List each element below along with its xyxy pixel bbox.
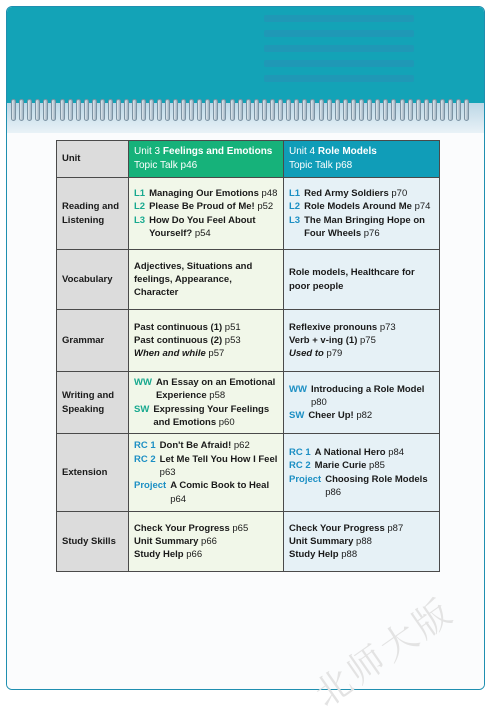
spiral-ring: [400, 99, 405, 121]
spiral-ring: [278, 99, 283, 121]
spiral-ring: [205, 99, 210, 121]
list-item: [134, 535, 278, 548]
row-label-extension: Extension: [57, 434, 129, 512]
section-tag: Project: [134, 480, 167, 492]
watermark: 北师大版: [307, 590, 463, 716]
spiral-ring: [19, 99, 24, 121]
spiral-ring: [432, 99, 437, 121]
cell-u4-vocabulary: Role models, Healthcare for poor people: [284, 250, 440, 310]
cell-u3-extension: [129, 434, 284, 512]
spiral-ring: [254, 99, 259, 121]
list-item: [134, 214, 278, 241]
item-title: When and while: [134, 348, 206, 360]
list-item: [289, 383, 434, 410]
list-item: [134, 548, 278, 561]
section-tag: RC 1: [289, 447, 311, 459]
cell-u3-reading: [129, 178, 284, 250]
list-item: [289, 214, 434, 241]
cell-u3-writing: [129, 372, 284, 434]
page-number: p76: [363, 227, 380, 239]
item-title: Check Your Progress: [134, 522, 230, 534]
row-label-reading: Reading and Listening: [57, 178, 129, 250]
table-row: [57, 310, 440, 372]
item-title: Red Army Soldiers: [304, 187, 389, 199]
section-tag: L2: [289, 201, 301, 213]
page-number: p85: [369, 460, 385, 472]
spiral-ring: [197, 99, 202, 121]
list-item: [134, 321, 278, 334]
contents-table: [56, 140, 440, 572]
item-title: Don't Be Afraid!: [159, 440, 232, 452]
list-item: [289, 334, 434, 347]
spiral-ring: [51, 99, 56, 121]
spiral-ring: [440, 99, 445, 121]
item-title: Verb + v-ing (1): [289, 334, 358, 346]
spiral-ring: [189, 99, 194, 121]
cell-u3-grammar: [129, 310, 284, 372]
spiral-ring: [108, 99, 113, 121]
section-tag: Project: [289, 473, 322, 485]
list-item: [134, 453, 278, 480]
item-title: A Comic Book to Heal: [170, 480, 270, 492]
spiral-ring: [11, 99, 16, 121]
table-row: [57, 372, 440, 434]
page-number: p57: [208, 348, 225, 360]
page-number: p53: [224, 334, 241, 346]
page-number: p87: [387, 522, 404, 534]
spiral-ring: [238, 99, 243, 121]
item-title: Unit Summary: [134, 536, 199, 548]
page-number: p54: [194, 227, 211, 239]
section-tag: L3: [289, 214, 301, 226]
row-label-writing: Writing and Speaking: [57, 372, 129, 434]
item-title: Role Models Around Me: [304, 201, 412, 213]
spiral-ring: [456, 99, 461, 121]
table-row: [57, 250, 440, 310]
item-title: Managing Our Emotions: [149, 187, 259, 199]
row-label-grammar: Grammar: [57, 310, 129, 372]
spiral-ring: [27, 99, 32, 121]
section-tag: SW: [289, 410, 305, 422]
list-item: [134, 403, 278, 430]
spiral-ring: [383, 99, 388, 121]
item-title: Study Help: [289, 549, 339, 561]
spiral-ring: [310, 99, 315, 121]
section-tag: L1: [289, 187, 301, 199]
item-title: Please Be Proud of Me!: [149, 201, 255, 213]
spiral-ring: [246, 99, 251, 121]
spiral-ring: [367, 99, 372, 121]
item-title: Marie Curie: [314, 460, 367, 472]
spiral-ring: [181, 99, 186, 121]
list-item: [134, 347, 278, 360]
spiral-ring: [165, 99, 170, 121]
spiral-ring: [92, 99, 97, 121]
spiral-ring: [35, 99, 40, 121]
list-item: [134, 479, 278, 506]
spiral-ring: [375, 99, 380, 121]
page-number: p51: [224, 321, 241, 333]
page-number: p52: [257, 201, 274, 213]
table-row: [57, 178, 440, 250]
spiral-ring: [157, 99, 162, 121]
spiral-ring: [149, 99, 154, 121]
list-item: [289, 321, 434, 334]
spiral-ring: [302, 99, 307, 121]
list-item: [134, 522, 278, 535]
spiral-ring: [230, 99, 235, 121]
list-item: [289, 200, 434, 213]
table-header-row: [57, 141, 440, 178]
spiral-ring: [132, 99, 137, 121]
spiral-ring: [448, 99, 453, 121]
unit4-header: Unit 4 Role Models Topic Talk p68: [284, 141, 440, 178]
spiral-ring: [76, 99, 81, 121]
spiral-ring: [68, 99, 73, 121]
list-item: [134, 187, 278, 200]
row-label-vocabulary: Vocabulary: [57, 250, 129, 310]
item-title: Expressing Your Feelings and Emotions: [153, 403, 270, 428]
item-title: The Man Bringing Hope on Four Wheels: [304, 214, 425, 239]
page-number: p82: [356, 410, 373, 422]
table-row: [57, 434, 440, 512]
cell-u4-study: [284, 512, 440, 572]
list-item: [289, 446, 434, 459]
page-number: p65: [232, 522, 249, 534]
page-number: p66: [201, 536, 217, 548]
spiral-ring: [262, 99, 267, 121]
spiral-ring: [464, 99, 469, 121]
banner-decoration: [264, 15, 414, 90]
list-item: [289, 522, 434, 535]
header-unit-label: Unit: [57, 141, 129, 178]
page-number: p66: [186, 549, 203, 561]
page-number: p86: [325, 486, 342, 498]
page-number: p60: [218, 416, 235, 428]
item-title: A National Hero: [314, 447, 386, 459]
page-number: p48: [261, 187, 278, 199]
spiral-ring: [343, 99, 348, 121]
item-title: Study Help: [134, 549, 184, 561]
item-title: Check Your Progress: [289, 522, 385, 534]
spiral-ring: [319, 99, 324, 121]
spiral-ring: [43, 99, 48, 121]
item-title: Used to: [289, 348, 324, 360]
page-number: p73: [379, 321, 396, 333]
list-item: [134, 376, 278, 403]
cell-u3-vocabulary: Adjectives, Situations and feelings, Appearance, Character: [129, 250, 284, 310]
list-item: [289, 548, 434, 561]
list-item: [289, 347, 434, 360]
spiral-ring: [221, 99, 226, 121]
spiral-ring: [416, 99, 421, 121]
spiral-ring: [116, 99, 121, 121]
page-number: p79: [326, 348, 343, 360]
spiral-ring: [424, 99, 429, 121]
page-number: p75: [360, 334, 376, 346]
page-number: p84: [388, 447, 405, 459]
page-number: p58: [209, 390, 226, 402]
page-number: p88: [341, 549, 358, 561]
spiral-ring: [213, 99, 218, 121]
list-item: [134, 334, 278, 347]
list-item: [289, 409, 434, 422]
section-tag: WW: [134, 377, 152, 388]
spiral-ring: [408, 99, 413, 121]
spiral-ring: [124, 99, 129, 121]
list-item: [289, 187, 434, 200]
page-number: p74: [414, 201, 431, 213]
spiral-ring: [270, 99, 275, 121]
spiral-ring: [391, 99, 396, 121]
item-title: Past continuous (1): [134, 321, 223, 333]
item-title: Reflexive pronouns: [289, 321, 378, 333]
section-tag: L1: [134, 187, 146, 199]
item-title: An Essay on an Emotional Experience: [155, 377, 276, 402]
item-title: Let Me Tell You How I Feel: [159, 453, 278, 465]
page-number: p63: [159, 467, 176, 479]
section-tag: RC 2: [289, 460, 311, 472]
section-tag: SW: [134, 403, 150, 415]
list-item: [289, 473, 434, 500]
page-number: p80: [310, 396, 327, 408]
spiral-ring: [286, 99, 291, 121]
spiral-ring: [351, 99, 356, 121]
spiral-ring: [141, 99, 146, 121]
item-title: Past continuous (2): [134, 334, 223, 346]
list-item: [134, 200, 278, 213]
page-number: p62: [233, 440, 250, 452]
cell-u3-study: [129, 512, 284, 572]
item-title: Unit Summary: [289, 536, 354, 548]
page-number: p88: [356, 536, 372, 548]
item-title: Cheer Up!: [308, 410, 354, 422]
list-item: [289, 535, 434, 548]
section-tag: L3: [134, 214, 146, 226]
spiral-ring: [60, 99, 65, 121]
cell-u4-reading: [284, 178, 440, 250]
spiral-binding: [11, 99, 481, 127]
spiral-ring: [84, 99, 89, 121]
list-item: [289, 459, 434, 472]
spiral-ring: [327, 99, 332, 121]
section-tag: WW: [289, 383, 307, 395]
item-title: How Do You Feel About Yourself?: [149, 214, 256, 239]
item-title: Introducing a Role Model: [310, 383, 425, 395]
page-number: p64: [170, 493, 187, 505]
section-tag: RC 1: [134, 440, 156, 452]
list-item: [134, 439, 278, 452]
cell-u4-writing: [284, 372, 440, 434]
spiral-ring: [294, 99, 299, 121]
spiral-ring: [335, 99, 340, 121]
page-number: p70: [391, 187, 408, 199]
spiral-ring: [173, 99, 178, 121]
section-tag: L2: [134, 201, 146, 213]
item-title: Choosing Role Models: [325, 473, 428, 485]
section-tag: RC 2: [134, 453, 156, 465]
unit3-header: Unit 3 Feelings and Emotions Topic Talk p46: [129, 141, 284, 178]
spiral-ring: [100, 99, 105, 121]
spiral-ring: [359, 99, 364, 121]
row-label-study: Study Skills: [57, 512, 129, 572]
cell-u4-extension: [284, 434, 440, 512]
cell-u4-grammar: [284, 310, 440, 372]
table-row: [57, 512, 440, 572]
